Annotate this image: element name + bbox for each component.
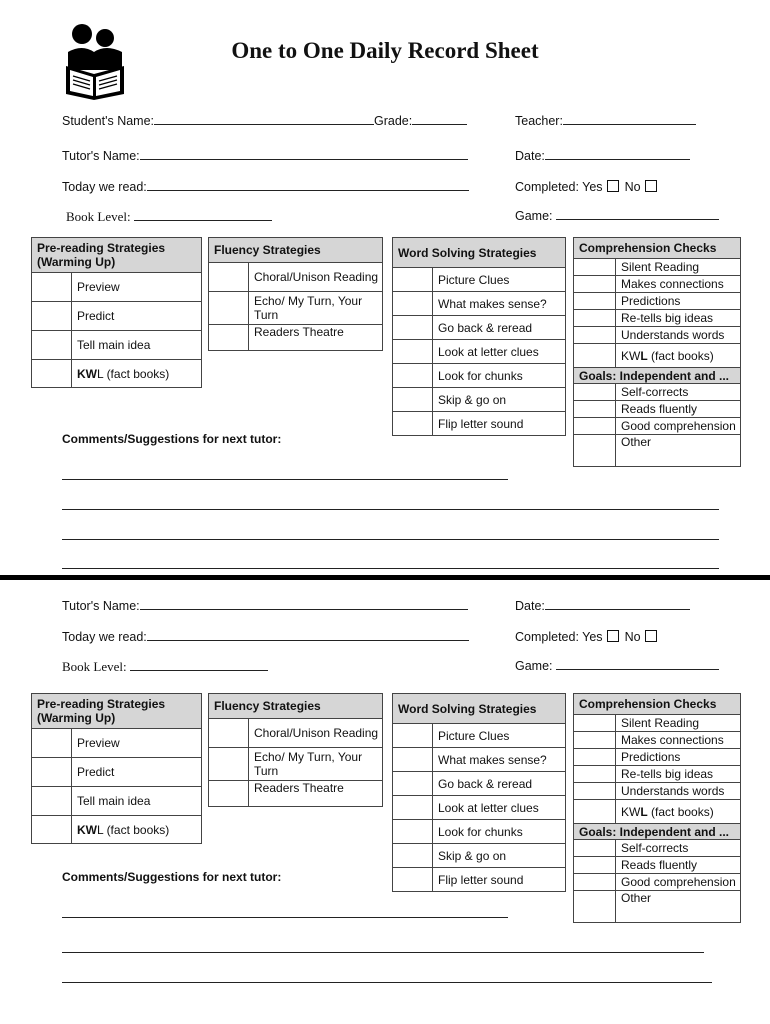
word-solving-item: Skip & go on xyxy=(433,844,566,868)
checkbox-cell[interactable] xyxy=(209,325,249,351)
checkbox-cell[interactable] xyxy=(574,732,616,749)
goals-item: Self-corrects xyxy=(616,840,741,857)
checkbox-cell[interactable] xyxy=(574,840,616,857)
word-solving-item: Skip & go on xyxy=(433,388,566,412)
checkbox-cell[interactable] xyxy=(574,783,616,800)
checkbox-cell[interactable] xyxy=(574,293,616,310)
comprehension-item-kwl: KWL (fact books) xyxy=(616,800,741,824)
goals-item: Reads fluently xyxy=(616,857,741,874)
tutor-name-field[interactable]: Tutor's Name: xyxy=(62,149,468,163)
word-solving-header: Word Solving Strategies xyxy=(393,694,566,724)
game-field[interactable]: Game: xyxy=(515,659,719,673)
pre-reading-header: Pre-reading Strategies (Warming Up) xyxy=(32,694,202,729)
word-solving-item: Look at letter clues xyxy=(433,340,566,364)
checkbox-cell[interactable] xyxy=(209,748,249,781)
comments-label: Comments/Suggestions for next tutor: xyxy=(62,870,282,884)
completed-field: Completed: Yes No xyxy=(515,630,663,644)
comprehension-table xyxy=(573,237,741,467)
word-solving-item: Look for chunks xyxy=(433,364,566,388)
word-solving-item: Flip letter sound xyxy=(433,868,566,892)
checkbox-cell[interactable] xyxy=(32,729,72,758)
pre-reading-header: Pre-reading Strategies (Warming Up) xyxy=(32,238,202,273)
comment-line[interactable] xyxy=(62,479,508,480)
comprehension-header: Comprehension Checks xyxy=(574,694,741,715)
fluency-table xyxy=(208,693,383,807)
checkbox-cell[interactable] xyxy=(393,844,433,868)
word-solving-header: Word Solving Strategies xyxy=(393,238,566,268)
comprehension-item: Silent Reading xyxy=(616,259,741,276)
goals-item: Good comprehension xyxy=(616,418,741,435)
tutor-name-field[interactable]: Tutor's Name: xyxy=(62,599,468,613)
checkbox-cell[interactable] xyxy=(574,276,616,293)
fluency-table xyxy=(208,237,383,351)
word-solving-item: Go back & reread xyxy=(433,316,566,340)
pre-reading-item: Tell main idea xyxy=(72,787,202,816)
checkbox-cell[interactable] xyxy=(393,748,433,772)
checkbox-cell[interactable] xyxy=(574,874,616,891)
fluency-item: Choral/Unison Reading xyxy=(249,719,383,748)
word-solving-item: What makes sense? xyxy=(433,292,566,316)
word-solving-item: What makes sense? xyxy=(433,748,566,772)
checkbox-cell[interactable] xyxy=(32,360,72,388)
comprehension-item: Predictions xyxy=(616,293,741,310)
checkbox-cell[interactable] xyxy=(574,259,616,276)
no-checkbox[interactable] xyxy=(645,180,657,192)
checkbox-cell[interactable] xyxy=(393,412,433,436)
checkbox-cell[interactable] xyxy=(574,749,616,766)
checkbox-cell[interactable] xyxy=(393,268,433,292)
date-field[interactable]: Date: xyxy=(515,599,690,613)
goals-header: Goals: Independent and ... xyxy=(574,368,741,384)
comprehension-item: Predictions xyxy=(616,749,741,766)
grade-field[interactable]: Grade: xyxy=(374,114,467,128)
fluency-item: Readers Theatre xyxy=(249,781,383,807)
pre-reading-item: Preview xyxy=(72,273,202,302)
word-solving-item: Picture Clues xyxy=(433,268,566,292)
checkbox-cell[interactable] xyxy=(574,891,616,923)
checkbox-cell[interactable] xyxy=(574,418,616,435)
goals-item: Good comprehension xyxy=(616,874,741,891)
checkbox-cell[interactable] xyxy=(393,868,433,892)
date-field[interactable]: Date: xyxy=(515,149,690,163)
checkbox-cell[interactable] xyxy=(393,724,433,748)
comment-line[interactable] xyxy=(62,917,508,918)
checkbox-cell[interactable] xyxy=(32,787,72,816)
word-solving-item: Picture Clues xyxy=(433,724,566,748)
checkbox-cell[interactable] xyxy=(574,384,616,401)
word-solving-item: Go back & reread xyxy=(433,772,566,796)
yes-checkbox[interactable] xyxy=(607,630,619,642)
teacher-field[interactable]: Teacher: xyxy=(515,114,696,128)
comprehension-item: Understands words xyxy=(616,327,741,344)
fluency-item: Readers Theatre xyxy=(249,325,383,351)
comprehension-item: Understands words xyxy=(616,783,741,800)
pre-reading-item: Predict xyxy=(72,758,202,787)
fluency-item: Echo/ My Turn, Your Turn xyxy=(249,748,383,781)
book-level-field[interactable]: Book Level: xyxy=(66,209,272,225)
today-we-read-field[interactable]: Today we read: xyxy=(62,180,469,194)
comprehension-item: Makes connections xyxy=(616,732,741,749)
comment-line[interactable] xyxy=(62,952,704,953)
pre-reading-table xyxy=(31,693,202,844)
yes-checkbox[interactable] xyxy=(607,180,619,192)
game-field[interactable]: Game: xyxy=(515,209,719,223)
checkbox-cell[interactable] xyxy=(393,772,433,796)
checkbox-cell[interactable] xyxy=(32,816,72,844)
checkbox-cell[interactable] xyxy=(574,715,616,732)
fluency-item: Choral/Unison Reading xyxy=(249,263,383,292)
checkbox-cell[interactable] xyxy=(574,327,616,344)
pre-reading-table xyxy=(31,237,202,388)
no-checkbox[interactable] xyxy=(645,630,657,642)
checkbox-cell[interactable] xyxy=(574,435,616,467)
word-solving-item: Look for chunks xyxy=(433,820,566,844)
checkbox-cell[interactable] xyxy=(574,800,616,824)
goals-item: Self-corrects xyxy=(616,384,741,401)
checkbox-cell[interactable] xyxy=(209,719,249,748)
word-solving-item: Look at letter clues xyxy=(433,796,566,820)
fluency-header: Fluency Strategies xyxy=(209,694,383,719)
checkbox-cell[interactable] xyxy=(574,344,616,368)
checkbox-cell[interactable] xyxy=(574,857,616,874)
comprehension-item: Makes connections xyxy=(616,276,741,293)
checkbox-cell[interactable] xyxy=(393,364,433,388)
pre-reading-item: Predict xyxy=(72,302,202,331)
pre-reading-item-kwl: KWL (fact books) xyxy=(72,360,202,388)
checkbox-cell[interactable] xyxy=(32,758,72,787)
comprehension-item: Silent Reading xyxy=(616,715,741,732)
checkbox-cell[interactable] xyxy=(393,340,433,364)
checkbox-cell[interactable] xyxy=(574,401,616,418)
checkbox-cell[interactable] xyxy=(393,292,433,316)
checkbox-cell[interactable] xyxy=(32,331,72,360)
comprehension-table xyxy=(573,693,741,923)
goals-item: Other xyxy=(616,891,741,923)
pre-reading-item: Tell main idea xyxy=(72,331,202,360)
goals-item: Reads fluently xyxy=(616,401,741,418)
word-solving-table xyxy=(392,237,566,436)
comprehension-item-kwl: KWL (fact books) xyxy=(616,344,741,368)
goals-item: Other xyxy=(616,435,741,467)
student-name-field[interactable]: Student's Name: xyxy=(62,114,374,128)
word-solving-table xyxy=(392,693,566,892)
checkbox-cell[interactable] xyxy=(393,820,433,844)
checkbox-cell[interactable] xyxy=(574,766,616,783)
checkbox-cell[interactable] xyxy=(574,310,616,327)
pre-reading-item: Preview xyxy=(72,729,202,758)
word-solving-item: Flip letter sound xyxy=(433,412,566,436)
checkbox-cell[interactable] xyxy=(393,316,433,340)
checkbox-cell[interactable] xyxy=(393,388,433,412)
checkbox-cell[interactable] xyxy=(209,781,249,807)
comment-line[interactable] xyxy=(62,509,719,510)
comprehension-item: Re-tells big ideas xyxy=(616,310,741,327)
checkbox-cell[interactable] xyxy=(209,292,249,325)
goals-header: Goals: Independent and ... xyxy=(574,824,741,840)
comments-label: Comments/Suggestions for next tutor: xyxy=(62,432,282,446)
comment-line[interactable] xyxy=(62,982,712,983)
page-title: One to One Daily Record Sheet xyxy=(231,38,539,63)
today-we-read-field[interactable]: Today we read: xyxy=(62,630,469,644)
comprehension-item: Re-tells big ideas xyxy=(616,766,741,783)
fluency-header: Fluency Strategies xyxy=(209,238,383,263)
comment-line[interactable] xyxy=(62,568,719,569)
section-divider xyxy=(0,575,770,580)
checkbox-cell[interactable] xyxy=(32,302,72,331)
fluency-item: Echo/ My Turn, Your Turn xyxy=(249,292,383,325)
book-level-field[interactable]: Book Level: xyxy=(62,659,268,675)
checkbox-cell[interactable] xyxy=(209,263,249,292)
checkbox-cell[interactable] xyxy=(393,796,433,820)
pre-reading-item-kwl: KWL (fact books) xyxy=(72,816,202,844)
completed-field: Completed: Yes No xyxy=(515,180,663,194)
comprehension-header: Comprehension Checks xyxy=(574,238,741,259)
checkbox-cell[interactable] xyxy=(32,273,72,302)
comment-line[interactable] xyxy=(62,539,719,540)
